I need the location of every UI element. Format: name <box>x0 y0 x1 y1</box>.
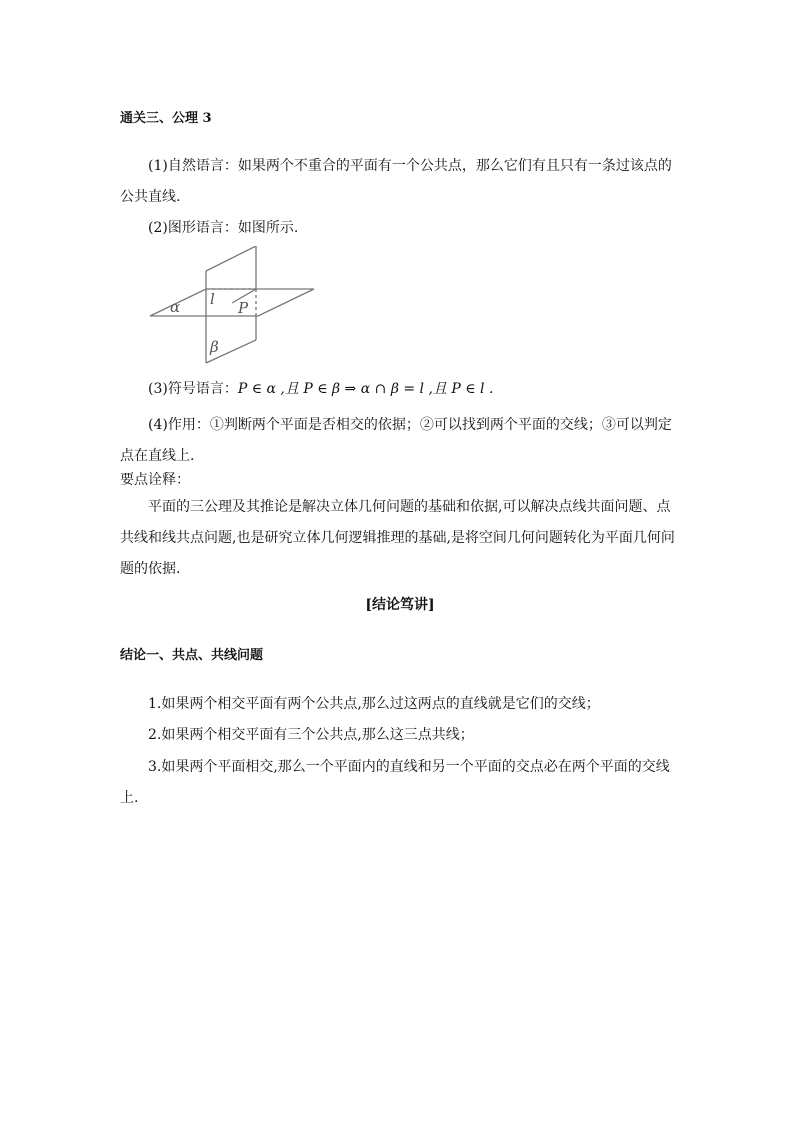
label-alpha: α <box>170 298 181 316</box>
graphic-language-paragraph: (2)图形语言：如图所示. <box>148 220 299 236</box>
label-l: l <box>210 290 215 308</box>
symbol-language-paragraph <box>120 374 680 405</box>
conclusion-item-3: 3.如果两个平面相交,那么一个平面内的直线和另一个平面的交点必在两个平面的交线上. <box>120 759 670 806</box>
conclusion-item-1: 1.如果两个相交平面有两个公共点,那么过这两点的直线就是它们的交线； <box>148 696 600 712</box>
plane-beta-top-edge <box>206 246 256 271</box>
section-heading: 通关三、公理 3 <box>120 111 212 126</box>
notes-title: 要点诠释： <box>120 472 190 488</box>
natural-language-paragraph: (1)自然语言：如果两个不重合的平面有一个公共点，那么它们有且只有一条过该点的公共直线. <box>120 158 672 205</box>
conclusion-one-heading: 结论一、共点、共线问题 <box>120 648 264 663</box>
label-p: P <box>238 299 249 317</box>
intersecting-planes-figure <box>148 246 316 364</box>
notes-body: 平面的三公理及其推论是解决立体几何问题的基础和依据,可以解决点线共面问题、点共线和线共点问题,也是研究立体几何逻辑推理的基础,是将空间几何问题转化为平面几何问题的依据. <box>120 499 675 577</box>
label-beta: β <box>210 338 219 356</box>
conclusions-banner: [结论笃讲] <box>365 597 435 613</box>
symbol-language-formula: P ∈ α ,且 P ∈ β ⇒ α ∩ β = l ,且 P ∈ l . <box>237 381 494 397</box>
function-paragraph: (4)作用：①判断两个平面是否相交的依据；②可以找到两个平面的交线；③可以判定点在直线上. <box>120 417 672 464</box>
symbol-language-prefix: (3)符号语言： <box>148 381 238 397</box>
conclusion-item-2: 2.如果两个相交平面有三个公共点,那么这三点共线； <box>148 727 474 743</box>
